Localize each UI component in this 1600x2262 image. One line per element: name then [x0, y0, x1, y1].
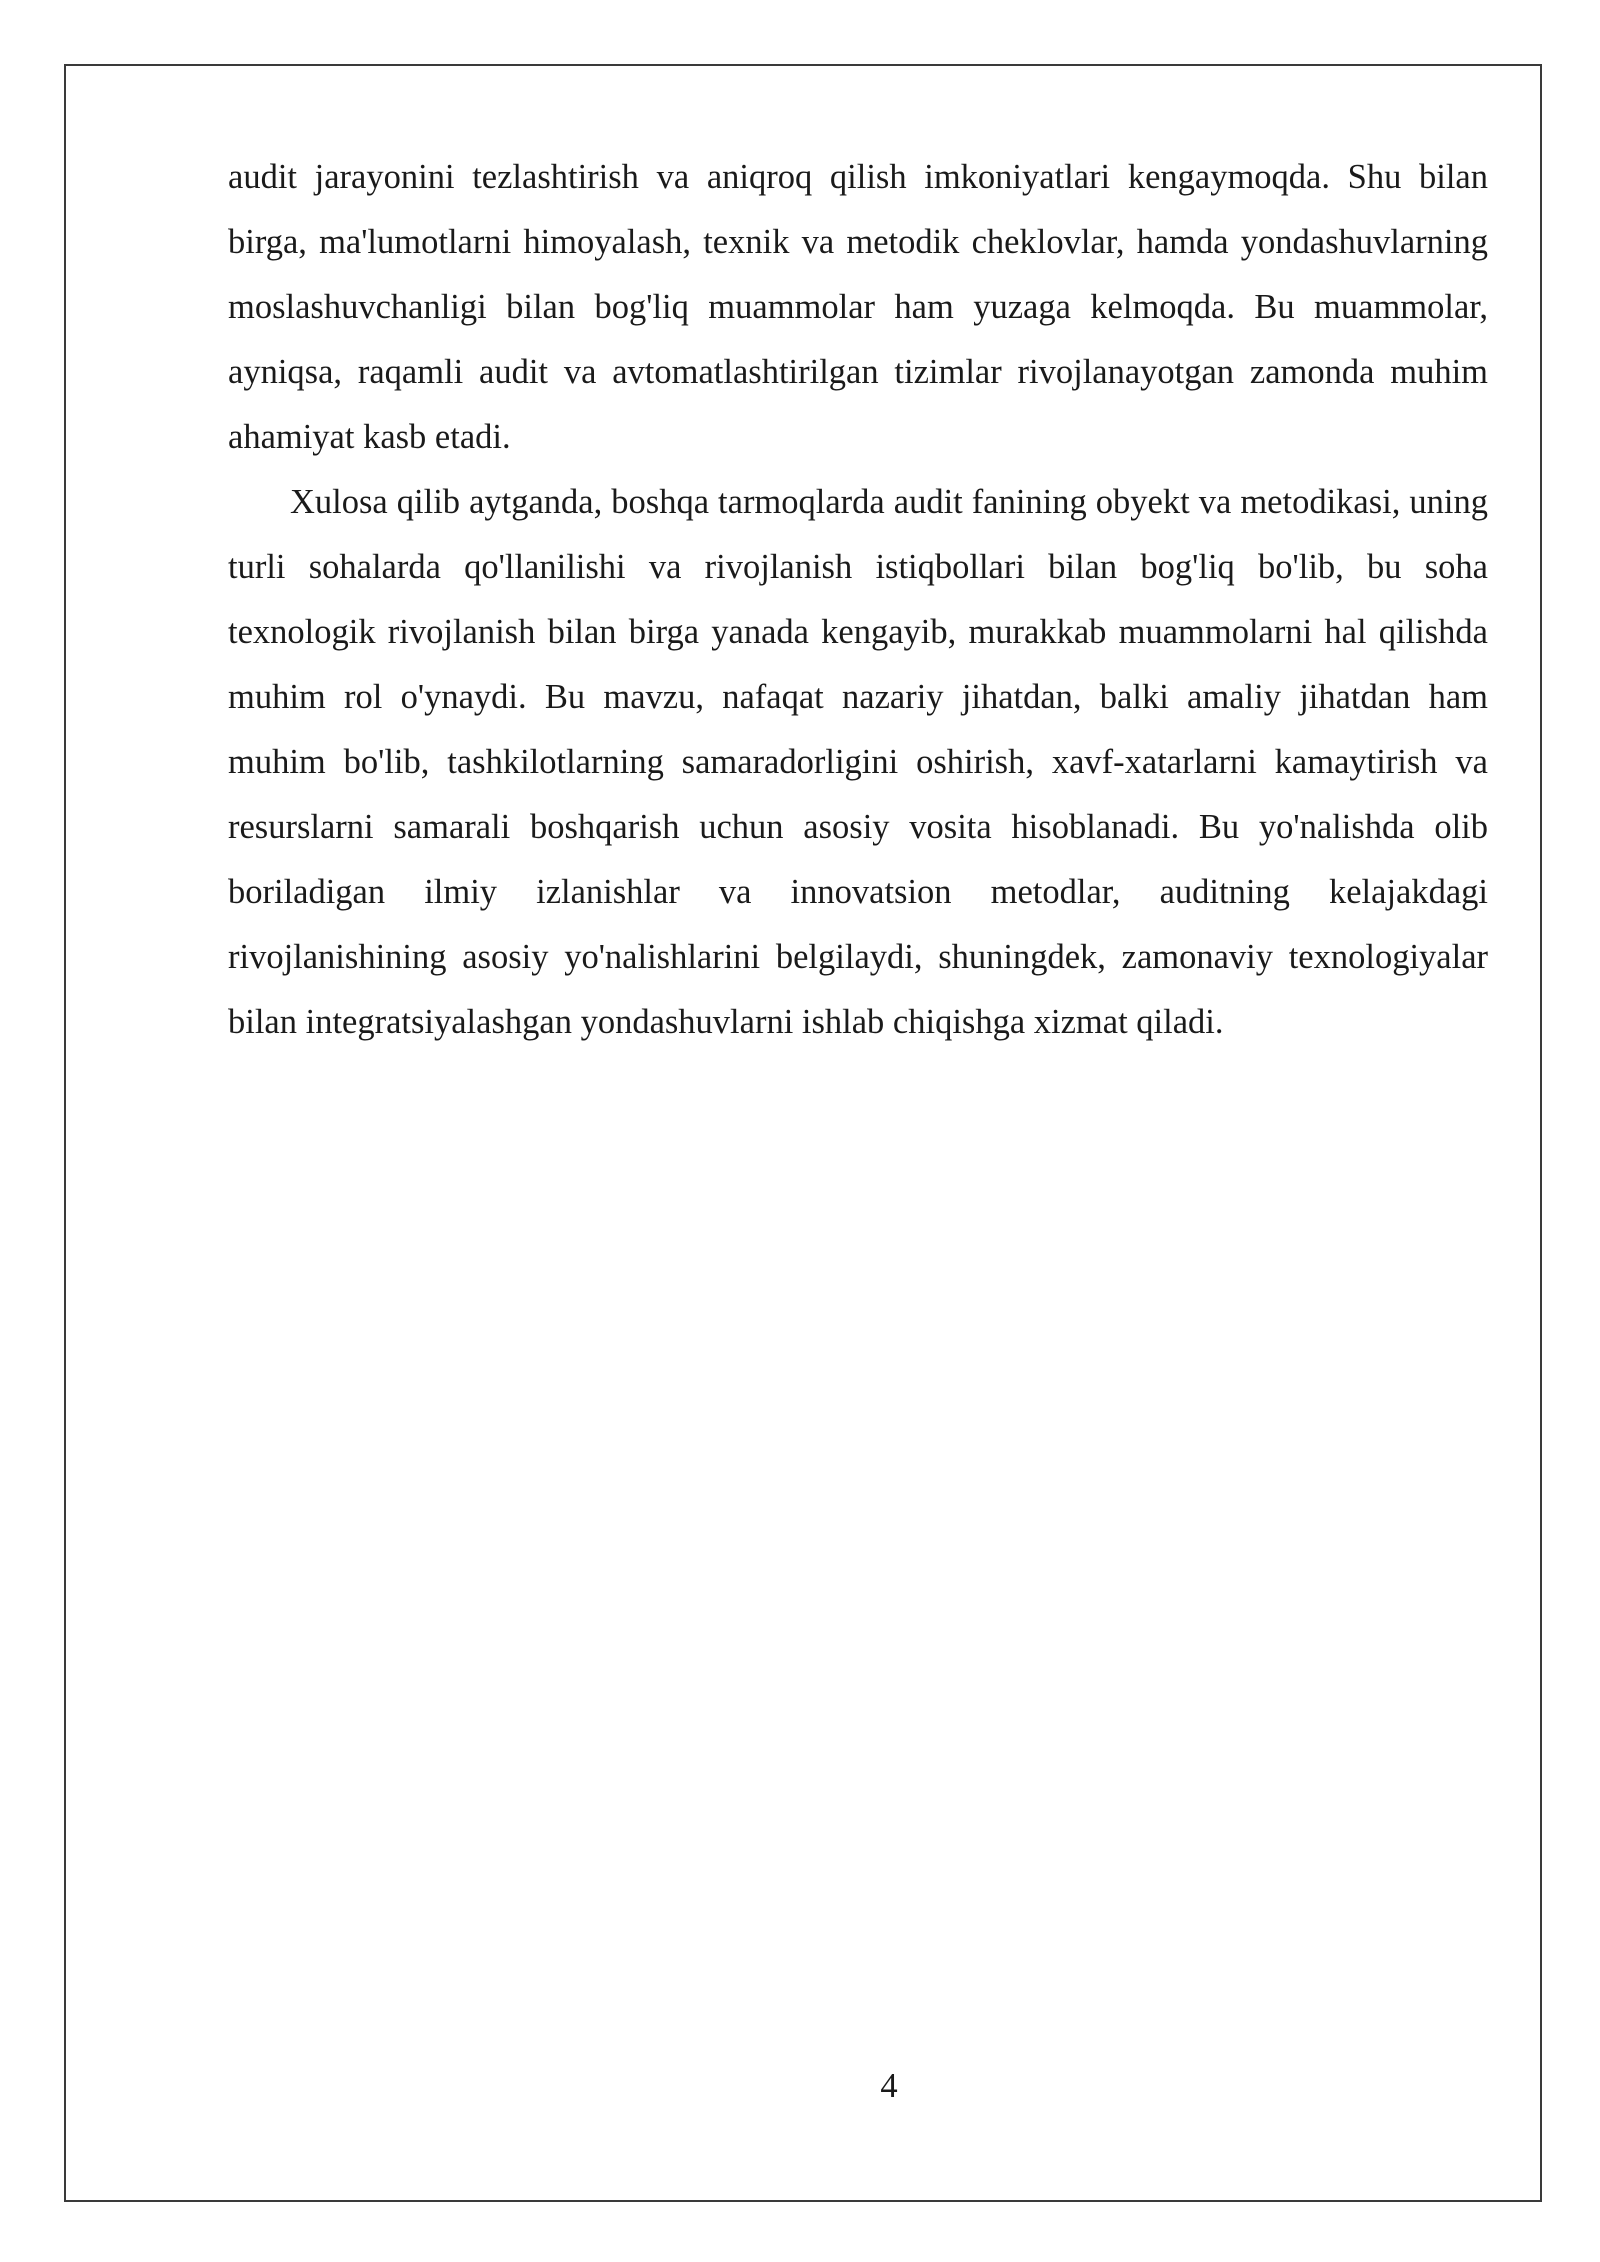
page-number: 4 [880, 2067, 898, 2105]
paragraph-conclusion: Xulosa qilib aytganda, boshqa tarmoqlarda audit fanining obyekt va metodikasi, uning turli sohalarda qo'llanilishi va rivojlanish istiqbollari bilan bog'liq bo'lib, bu soha texnologik rivojlanish bilan birga yanada kengayib, murakkab muammolarni hal qilishda muhim rol o'ynaydi. Bu mavzu, nafaqat nazariy jihatdan, balki amaliy jihatdan ham muhim bo'lib, tashkilotlarning samaradorligini oshirish, xavf-xatarlarni kamaytirish va resurslarni samarali boshqarish uchun asosiy vosita hisoblanadi. Bu yo'nalishda olib boriladigan ilmiy izlanishlar va innovatsion metodlar, auditning kelajakdagi rivojlanishining asosiy yo'nalishlarini belgilaydi, shuningdek, zamonaviy texnologiyalar bilan integratsiyalashgan yondashuvlarni ishlab chiqishga xizmat qiladi. [228, 483, 1488, 1041]
paragraph-continuation: audit jarayonini tezlashtirish va aniqroq qilish imkoniyatlari kengaymoqda. Shu bilan birga, ma'lumotlarni himoyalash, texnik va metodik cheklovlar, hamda yondashuvlarning moslashuvchanligi bilan bog'liq muammolar ham yuzaga kelmoqda. Bu muammolar, ayniqsa, raqamli audit va avtomatlashtirilgan tizimlar rivojlanayotgan zamonda muhim ahamiyat kasb etadi. [228, 158, 1488, 456]
document-body [228, 145, 1488, 1055]
